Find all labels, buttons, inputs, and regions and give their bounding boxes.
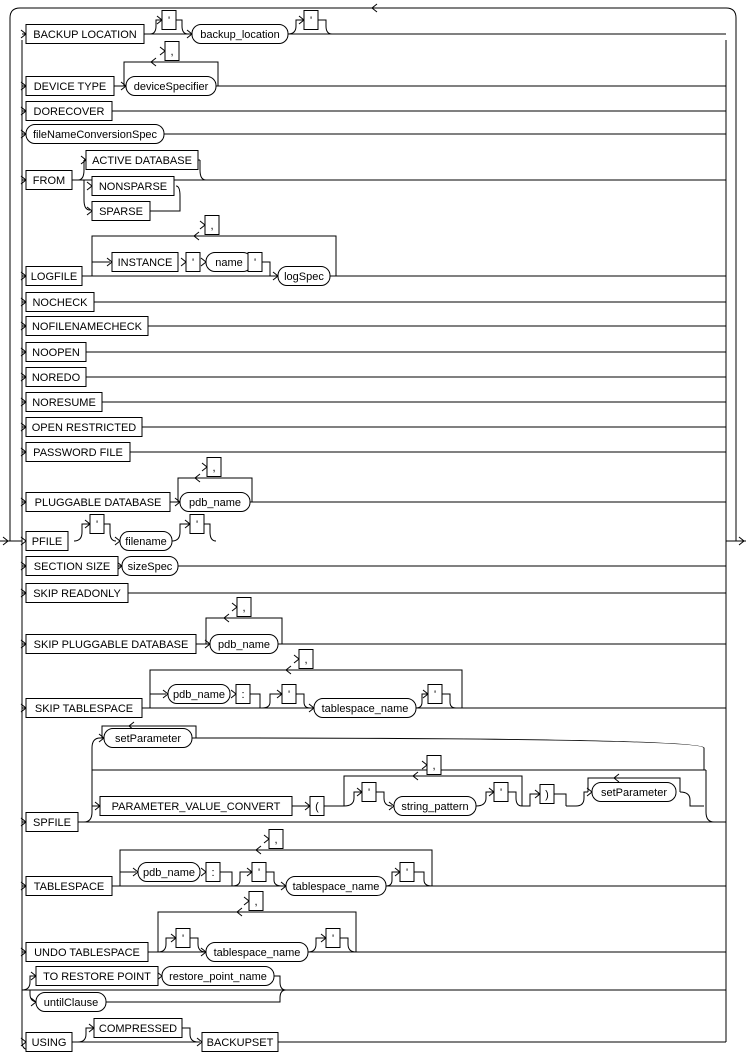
arrow-head xyxy=(31,998,36,1006)
logfile-keyword xyxy=(26,267,82,286)
comma-separator xyxy=(427,756,441,775)
comma-separator-label: , xyxy=(170,46,174,58)
arrow-head xyxy=(202,463,207,471)
skip-tablespace-name-term-label: tablespace_name xyxy=(321,703,409,715)
tablespace-name-term xyxy=(286,877,386,896)
nofilenamecheck-keyword-label: NOFILENAMECHECK xyxy=(31,321,143,333)
connector xyxy=(182,1028,198,1042)
arrow-head xyxy=(200,221,205,229)
spfile-quote-close-symbol-label: ' xyxy=(499,787,503,799)
arrow-head xyxy=(181,258,186,266)
undo-tablespace-name-term xyxy=(206,943,308,962)
section-size-keyword xyxy=(26,557,118,576)
spfile-keyword xyxy=(26,813,78,832)
connector xyxy=(150,694,166,708)
undo-quote-open-symbol xyxy=(176,929,190,948)
arrow-head xyxy=(201,258,206,266)
arrow-head xyxy=(232,603,237,611)
instance-quote-open-symbol xyxy=(186,253,200,272)
file-name-conversion-spec-term xyxy=(26,125,164,144)
parameter-value-convert-keyword xyxy=(100,797,292,816)
connector xyxy=(318,20,332,34)
nonsparse-keyword xyxy=(92,177,174,196)
skip-tablespace-quote-close-symbol xyxy=(428,685,442,704)
spfile-set-parameter-term xyxy=(592,783,676,802)
arrow-head xyxy=(264,835,269,843)
comma-separator xyxy=(207,458,221,477)
arrow-head xyxy=(231,690,236,698)
tablespace-pdb-name-term xyxy=(138,863,200,882)
comma-separator xyxy=(269,830,283,849)
connector xyxy=(84,180,90,210)
comma-separator xyxy=(249,892,263,911)
noredo-keyword-label: NOREDO xyxy=(31,372,81,384)
nocheck-keyword-label: NOCHECK xyxy=(32,297,88,309)
skip-pluggable-database-keyword-label: SKIP PLUGGABLE DATABASE xyxy=(33,639,189,651)
open-restricted-keyword-label: OPEN RESTRICTED xyxy=(31,422,137,434)
connector xyxy=(106,990,286,1002)
skip-readonly-keyword xyxy=(26,584,128,603)
skip-tablespace-quote-close-symbol-label: ' xyxy=(433,689,437,701)
comma-separator-label: , xyxy=(432,760,436,772)
pfile-quote-close-symbol xyxy=(190,515,204,534)
undo-tablespace-name-term-label: tablespace_name xyxy=(213,947,301,959)
noresume-keyword xyxy=(26,393,102,412)
skip-tablespace-colon-symbol-label: : xyxy=(241,689,245,701)
pfile-keyword xyxy=(26,532,68,551)
arrow-head xyxy=(244,897,249,905)
tablespace-pdb-name-term-label: pdb_name xyxy=(143,867,195,879)
string-pattern-term xyxy=(394,797,476,816)
skip-tablespace-pdb-name-term-label: pdb_name xyxy=(173,689,225,701)
name-term xyxy=(206,253,252,272)
lparen-symbol-label: ( xyxy=(315,801,319,813)
comma-separator-label: , xyxy=(210,220,214,232)
connector xyxy=(78,160,84,180)
undo-tablespace-keyword-label: UNDO TABLESPACE xyxy=(34,947,140,959)
pfile-quote-open-symbol xyxy=(90,515,104,534)
parameter-value-convert-keyword-label: PARAMETER_VALUE_CONVERT xyxy=(111,801,281,813)
skip-tablespace-pdb-name-term xyxy=(168,685,230,704)
size-spec-term xyxy=(122,557,178,576)
connector xyxy=(706,770,714,822)
from-keyword-label: FROM xyxy=(32,175,66,187)
pluggable-pdb-name-term-label: pdb_name xyxy=(189,497,241,509)
tablespace-keyword xyxy=(26,877,112,896)
to-restore-point-keyword xyxy=(36,967,158,986)
comma-separator-label: , xyxy=(212,462,216,474)
password-file-keyword-label: PASSWORD FILE xyxy=(33,447,123,459)
compressed-keyword xyxy=(94,1019,182,1038)
rparen-symbol-label: ) xyxy=(545,789,549,801)
connector xyxy=(200,160,206,180)
device-type-keyword xyxy=(26,77,114,96)
arrow-head xyxy=(294,655,299,663)
skip-tablespace-keyword-label: SKIP TABLESPACE xyxy=(34,703,134,715)
sparse-keyword-label: SPARSE xyxy=(99,206,143,218)
logfile-keyword-label: LOGFILE xyxy=(30,271,78,283)
section-size-keyword-label: SECTION SIZE xyxy=(33,561,111,573)
arrow-head xyxy=(201,868,206,876)
instance-quote-open-symbol-label: ' xyxy=(191,257,195,269)
until-clause-term xyxy=(36,993,106,1012)
tablespace-keyword-label: TABLESPACE xyxy=(33,881,105,893)
sparse-keyword xyxy=(92,202,150,221)
dorecover-keyword xyxy=(26,102,112,121)
skip-tablespace-quote-open-symbol-label: ' xyxy=(287,689,291,701)
using-keyword-label: USING xyxy=(31,1037,67,1049)
backup-location-keyword-label: BACKUP LOCATION xyxy=(33,29,137,41)
skip-readonly-keyword-label: SKIP READONLY xyxy=(33,588,121,600)
set-parameter-term xyxy=(104,729,192,748)
quote-close-symbol xyxy=(304,11,318,30)
pfile-quote-close-symbol-label: ' xyxy=(195,519,199,531)
connector xyxy=(250,694,260,708)
undo-quote-open-symbol-label: ' xyxy=(181,933,185,945)
active-database-keyword xyxy=(86,151,198,170)
skip-tablespace-colon-symbol xyxy=(236,685,250,704)
connector xyxy=(92,262,110,276)
filename-term-label: filename xyxy=(125,536,167,548)
device-specifier-term-label: deviceSpecifier xyxy=(133,81,209,93)
arrow-head xyxy=(422,761,427,769)
spfile-quote-open-symbol xyxy=(362,783,376,802)
skip-tablespace-quote-open-symbol xyxy=(282,685,296,704)
noresume-keyword-label: NORESUME xyxy=(32,397,96,409)
comma-separator-label: , xyxy=(304,654,308,666)
until-clause-term-label: untilClause xyxy=(43,997,99,1009)
filename-term xyxy=(120,532,172,551)
undo-quote-close-symbol xyxy=(326,929,340,948)
password-file-keyword xyxy=(26,443,130,462)
tablespace-quote-open-symbol xyxy=(252,863,266,882)
tablespace-colon-symbol xyxy=(206,863,220,882)
tablespace-colon-symbol-label: : xyxy=(211,867,215,879)
restore-point-name-term xyxy=(162,967,274,986)
connector xyxy=(176,20,188,34)
instance-quote-close-symbol xyxy=(248,253,262,272)
skip-pluggable-pdb-name-term xyxy=(210,635,278,654)
using-keyword xyxy=(26,1033,72,1052)
spfile-set-parameter-term-label: setParameter xyxy=(600,787,668,799)
backup-location-term-label: backup_location xyxy=(200,29,280,41)
set-parameter-term-label: setParameter xyxy=(114,733,182,745)
arrow-head xyxy=(87,182,92,190)
pluggable-database-keyword-label: PLUGGABLE DATABASE xyxy=(34,497,162,509)
nocheck-keyword xyxy=(26,293,94,312)
spfile-quote-open-symbol-label: ' xyxy=(367,787,371,799)
pluggable-database-keyword xyxy=(26,493,170,512)
connector xyxy=(84,770,92,822)
comma-separator-label: , xyxy=(274,834,278,846)
restore-point-name-term-label: restore_point_name xyxy=(169,971,267,983)
connector xyxy=(150,20,162,34)
tablespace-name-term-label: tablespace_name xyxy=(292,881,380,893)
comma-separator-label: , xyxy=(254,896,258,908)
connector xyxy=(274,976,286,990)
quote-open-symbol-label: ' xyxy=(167,15,171,27)
pluggable-pdb-name-term xyxy=(180,493,250,512)
device-type-keyword-label: DEVICE TYPE xyxy=(33,81,107,93)
connector xyxy=(262,262,270,276)
quote-close-symbol-label: ' xyxy=(309,15,313,27)
instance-quote-close-symbol-label: ' xyxy=(253,257,257,269)
arrow-head xyxy=(87,207,92,215)
log-spec-term-label: logSpec xyxy=(284,271,324,283)
file-name-conversion-spec-term-label: fileNameConversionSpec xyxy=(32,129,158,141)
undo-quote-close-symbol-label: ' xyxy=(331,933,335,945)
size-spec-term-label: sizeSpec xyxy=(127,561,173,573)
undo-tablespace-keyword xyxy=(26,943,148,962)
diagram-nodes xyxy=(26,11,676,1052)
spfile-keyword-label: SPFILE xyxy=(33,817,71,829)
nofilenamecheck-keyword xyxy=(26,317,148,336)
pfile-keyword-label: PFILE xyxy=(31,536,63,548)
quote-open-symbol xyxy=(162,11,176,30)
connector xyxy=(220,872,232,886)
connector xyxy=(120,872,136,886)
log-spec-term xyxy=(278,267,330,286)
open-restricted-keyword xyxy=(26,418,142,437)
backup-location-keyword xyxy=(26,25,144,44)
name-term-label: name xyxy=(215,257,243,269)
backupset-keyword xyxy=(202,1033,278,1052)
tablespace-quote-open-symbol-label: ' xyxy=(257,867,261,879)
rparen-symbol xyxy=(540,785,554,804)
skip-pluggable-database-keyword xyxy=(26,635,196,654)
lparen-symbol xyxy=(310,797,324,816)
noredo-keyword xyxy=(26,368,86,387)
noopen-keyword-label: NOOPEN xyxy=(32,347,80,359)
comma-separator xyxy=(205,216,219,235)
to-restore-point-keyword-label: TO RESTORE POINT xyxy=(43,971,151,983)
instance-keyword-label: INSTANCE xyxy=(117,257,173,269)
backupset-keyword-label: BACKUPSET xyxy=(206,1037,274,1049)
spfile-quote-close-symbol xyxy=(494,783,508,802)
comma-separator xyxy=(299,650,313,669)
comma-separator xyxy=(165,42,179,61)
string-pattern-term-label: string_pattern xyxy=(401,801,469,813)
comma-separator xyxy=(237,598,251,617)
dorecover-keyword-label: DORECOVER xyxy=(33,106,105,118)
compressed-keyword-label: COMPRESSED xyxy=(98,1023,178,1035)
skip-tablespace-name-term xyxy=(314,699,416,718)
comma-separator-label: , xyxy=(242,602,246,614)
nonsparse-keyword-label: NONSPARSE xyxy=(98,181,168,193)
arrow-head xyxy=(160,47,165,55)
noopen-keyword xyxy=(26,343,86,362)
tablespace-quote-close-symbol-label: ' xyxy=(405,867,409,879)
device-specifier-term xyxy=(126,77,216,96)
backup-location-term xyxy=(192,25,288,44)
skip-pluggable-pdb-name-term-label: pdb_name xyxy=(218,639,270,651)
from-keyword xyxy=(26,171,72,190)
skip-tablespace-keyword xyxy=(26,699,142,718)
active-database-keyword-label: ACTIVE DATABASE xyxy=(92,155,192,167)
instance-keyword xyxy=(112,253,178,272)
tablespace-quote-close-symbol xyxy=(400,863,414,882)
pfile-quote-open-symbol-label: ' xyxy=(95,519,99,531)
